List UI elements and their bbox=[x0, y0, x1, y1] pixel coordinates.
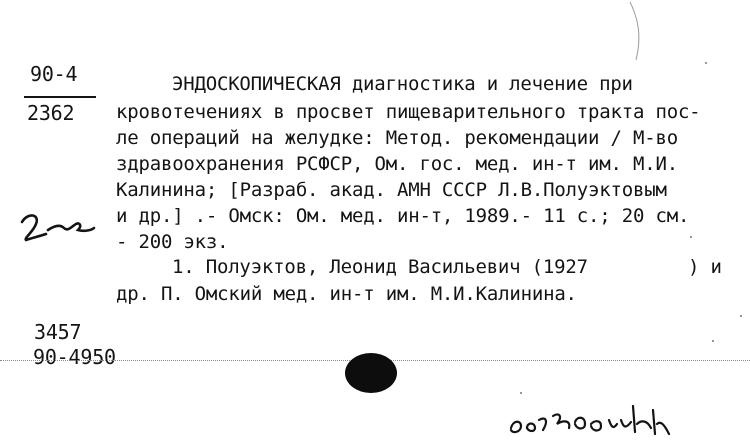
body-line: и др.] .- Омск: Ом. мед. ин-т, 1989.- 11 с.; 20 см. bbox=[116, 205, 690, 227]
body-line: ле операций на желудке: Метод. рекомендации / М-во bbox=[116, 127, 678, 149]
accession-number: 3457 bbox=[34, 320, 82, 344]
scan-speck bbox=[740, 315, 742, 317]
shelf-code-top: 90-4 bbox=[30, 62, 78, 86]
handwritten-signature-icon bbox=[505, 398, 675, 440]
body-line: - 200 экз. bbox=[116, 231, 229, 253]
scan-speck bbox=[690, 236, 692, 238]
title-line: ЭНДОСКОПИЧЕСКАЯ диагностика и лечение при bbox=[172, 73, 633, 95]
shelf-code-divider bbox=[24, 96, 96, 98]
scan-speck bbox=[712, 340, 714, 342]
entry-line: 1. Полуэктов, Леонид Васильевич (1927 bbox=[172, 256, 588, 278]
handwritten-mark-icon bbox=[18, 208, 98, 248]
accession-number: 90-4950 bbox=[33, 345, 116, 369]
punch-hole bbox=[345, 353, 397, 393]
body-line: кровотечениях в просвет пищеварительного тракта пос- bbox=[116, 101, 701, 123]
body-line: здравоохранения РСФСР, Ом. гос. мед. ин-т им. М.И. bbox=[116, 153, 678, 175]
scan-speck bbox=[705, 62, 707, 64]
scan-speck bbox=[520, 392, 522, 394]
pencil-stroke-icon bbox=[612, 0, 652, 70]
shelf-code-bottom: 2362 bbox=[27, 101, 75, 125]
entry-line-end: ) и bbox=[688, 256, 722, 278]
body-line: Калинина; [Разраб. акад. АМН СССР Л.В.Полуэктовым bbox=[116, 179, 667, 201]
entry-line: др. П. Омский мед. ин-т им. М.И.Калинина. bbox=[116, 283, 577, 305]
